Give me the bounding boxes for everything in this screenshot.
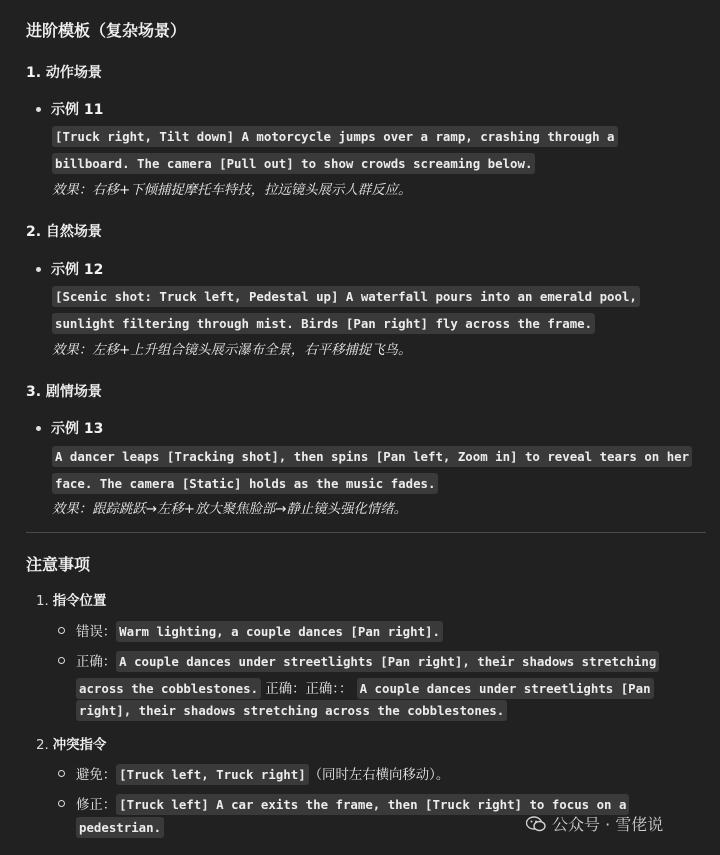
inline-code: sunlight filtering through mist. Birds [Pan right] fly across the frame. [52, 313, 595, 334]
example-13-bullet [36, 418, 103, 438]
section-divider [26, 532, 706, 533]
effect-text: 效果：右移+下倾捕捉摩托车特技，拉远镜头展示人群反应。 [52, 183, 412, 198]
watermark [526, 812, 663, 835]
note-item-conflict [36, 734, 106, 753]
wechat-icon [526, 816, 546, 832]
notes-heading: 注意事项 [26, 555, 91, 574]
inline-code: [Truck right, Tilt down] A motorcycle jumps over a ramp, crashing through a [52, 126, 618, 147]
inline-code: A dancer leaps [Tracking shot], then spins [Pan left, Zoom in] to reveal tears on her [52, 446, 692, 467]
inline-code: across the cobblestones. [76, 678, 261, 699]
list-number: 2. [36, 738, 49, 753]
example-label: 示例 12 [51, 262, 104, 278]
watermark-text: 公众号 · 雪佬说 [552, 815, 664, 834]
section-heading-nature: 2. 自然场景 [26, 224, 102, 240]
bullet-dot [36, 107, 41, 112]
right-example [76, 651, 659, 670]
sub-bullet-circle [58, 770, 65, 777]
bullet-dot [36, 267, 41, 272]
page-title: 进阶模板（复杂场景） [26, 21, 187, 40]
right-label: 正确： [76, 655, 117, 670]
code-line [52, 286, 640, 305]
inline-code: [Truck left] A car exits the frame, then [Truck right] to focus on a [116, 794, 629, 815]
right-example-cont [76, 704, 507, 719]
sub-bullet-circle [58, 627, 65, 634]
inline-code: Warm lighting, a couple dances [Pan right]. [116, 621, 443, 642]
avoid-text: （同时左右横向移动）。 [308, 768, 450, 783]
sub-bullet-circle [58, 800, 65, 807]
code-line [52, 473, 438, 492]
inline-code: [Truck left, Truck right] [116, 764, 309, 785]
note-label: 指令位置 [52, 594, 107, 609]
fix-example [76, 794, 629, 813]
avoid-example [76, 764, 449, 783]
code-line [52, 153, 535, 172]
example-label: 示例 11 [51, 102, 104, 118]
right-extra-label: 正确：正确：： [265, 682, 353, 697]
code-line [52, 313, 595, 332]
code-line [52, 446, 692, 465]
inline-code: right], their shadows stretching across the cobblestones. [76, 700, 507, 721]
bullet-dot [36, 426, 41, 431]
wrong-example [76, 621, 443, 640]
inline-code: face. The camera [Static] holds as the music fades. [52, 473, 438, 494]
list-number: 1. [36, 594, 49, 609]
example-11-bullet [36, 99, 103, 119]
example-12-bullet [36, 259, 103, 279]
right-example-cont [76, 678, 654, 697]
fix-example-cont [76, 821, 164, 836]
note-label: 冲突指令 [52, 738, 107, 753]
note-item-position [36, 590, 106, 609]
code-line [52, 126, 618, 145]
avoid-label: 避免： [76, 768, 117, 783]
fix-label: 修正： [76, 798, 117, 813]
inline-code: [Scenic shot: Truck left, Pedestal up] A waterfall pours into an emerald pool, [52, 286, 640, 307]
effect-text: 效果：跟踪跳跃→左移+放大聚焦脸部→静止镜头强化情绪。 [52, 502, 408, 517]
inline-code: A couple dances under streetlights [Pan right], their shadows stretching [116, 651, 659, 672]
inline-code: pedestrian. [76, 817, 164, 838]
inline-code: A couple dances under streetlights [Pan [357, 678, 654, 699]
wrong-label: 错误： [76, 625, 117, 640]
effect-text: 效果：左移+上升组合镜头展示瀑布全景，右平移捕捉飞鸟。 [52, 343, 412, 358]
inline-code: billboard. The camera [Pull out] to show crowds screaming below. [52, 153, 535, 174]
section-heading-drama: 3. 剧情场景 [26, 384, 102, 400]
example-label: 示例 13 [51, 421, 104, 437]
section-heading-action: 1. 动作场景 [26, 65, 102, 81]
sub-bullet-circle [58, 657, 65, 664]
